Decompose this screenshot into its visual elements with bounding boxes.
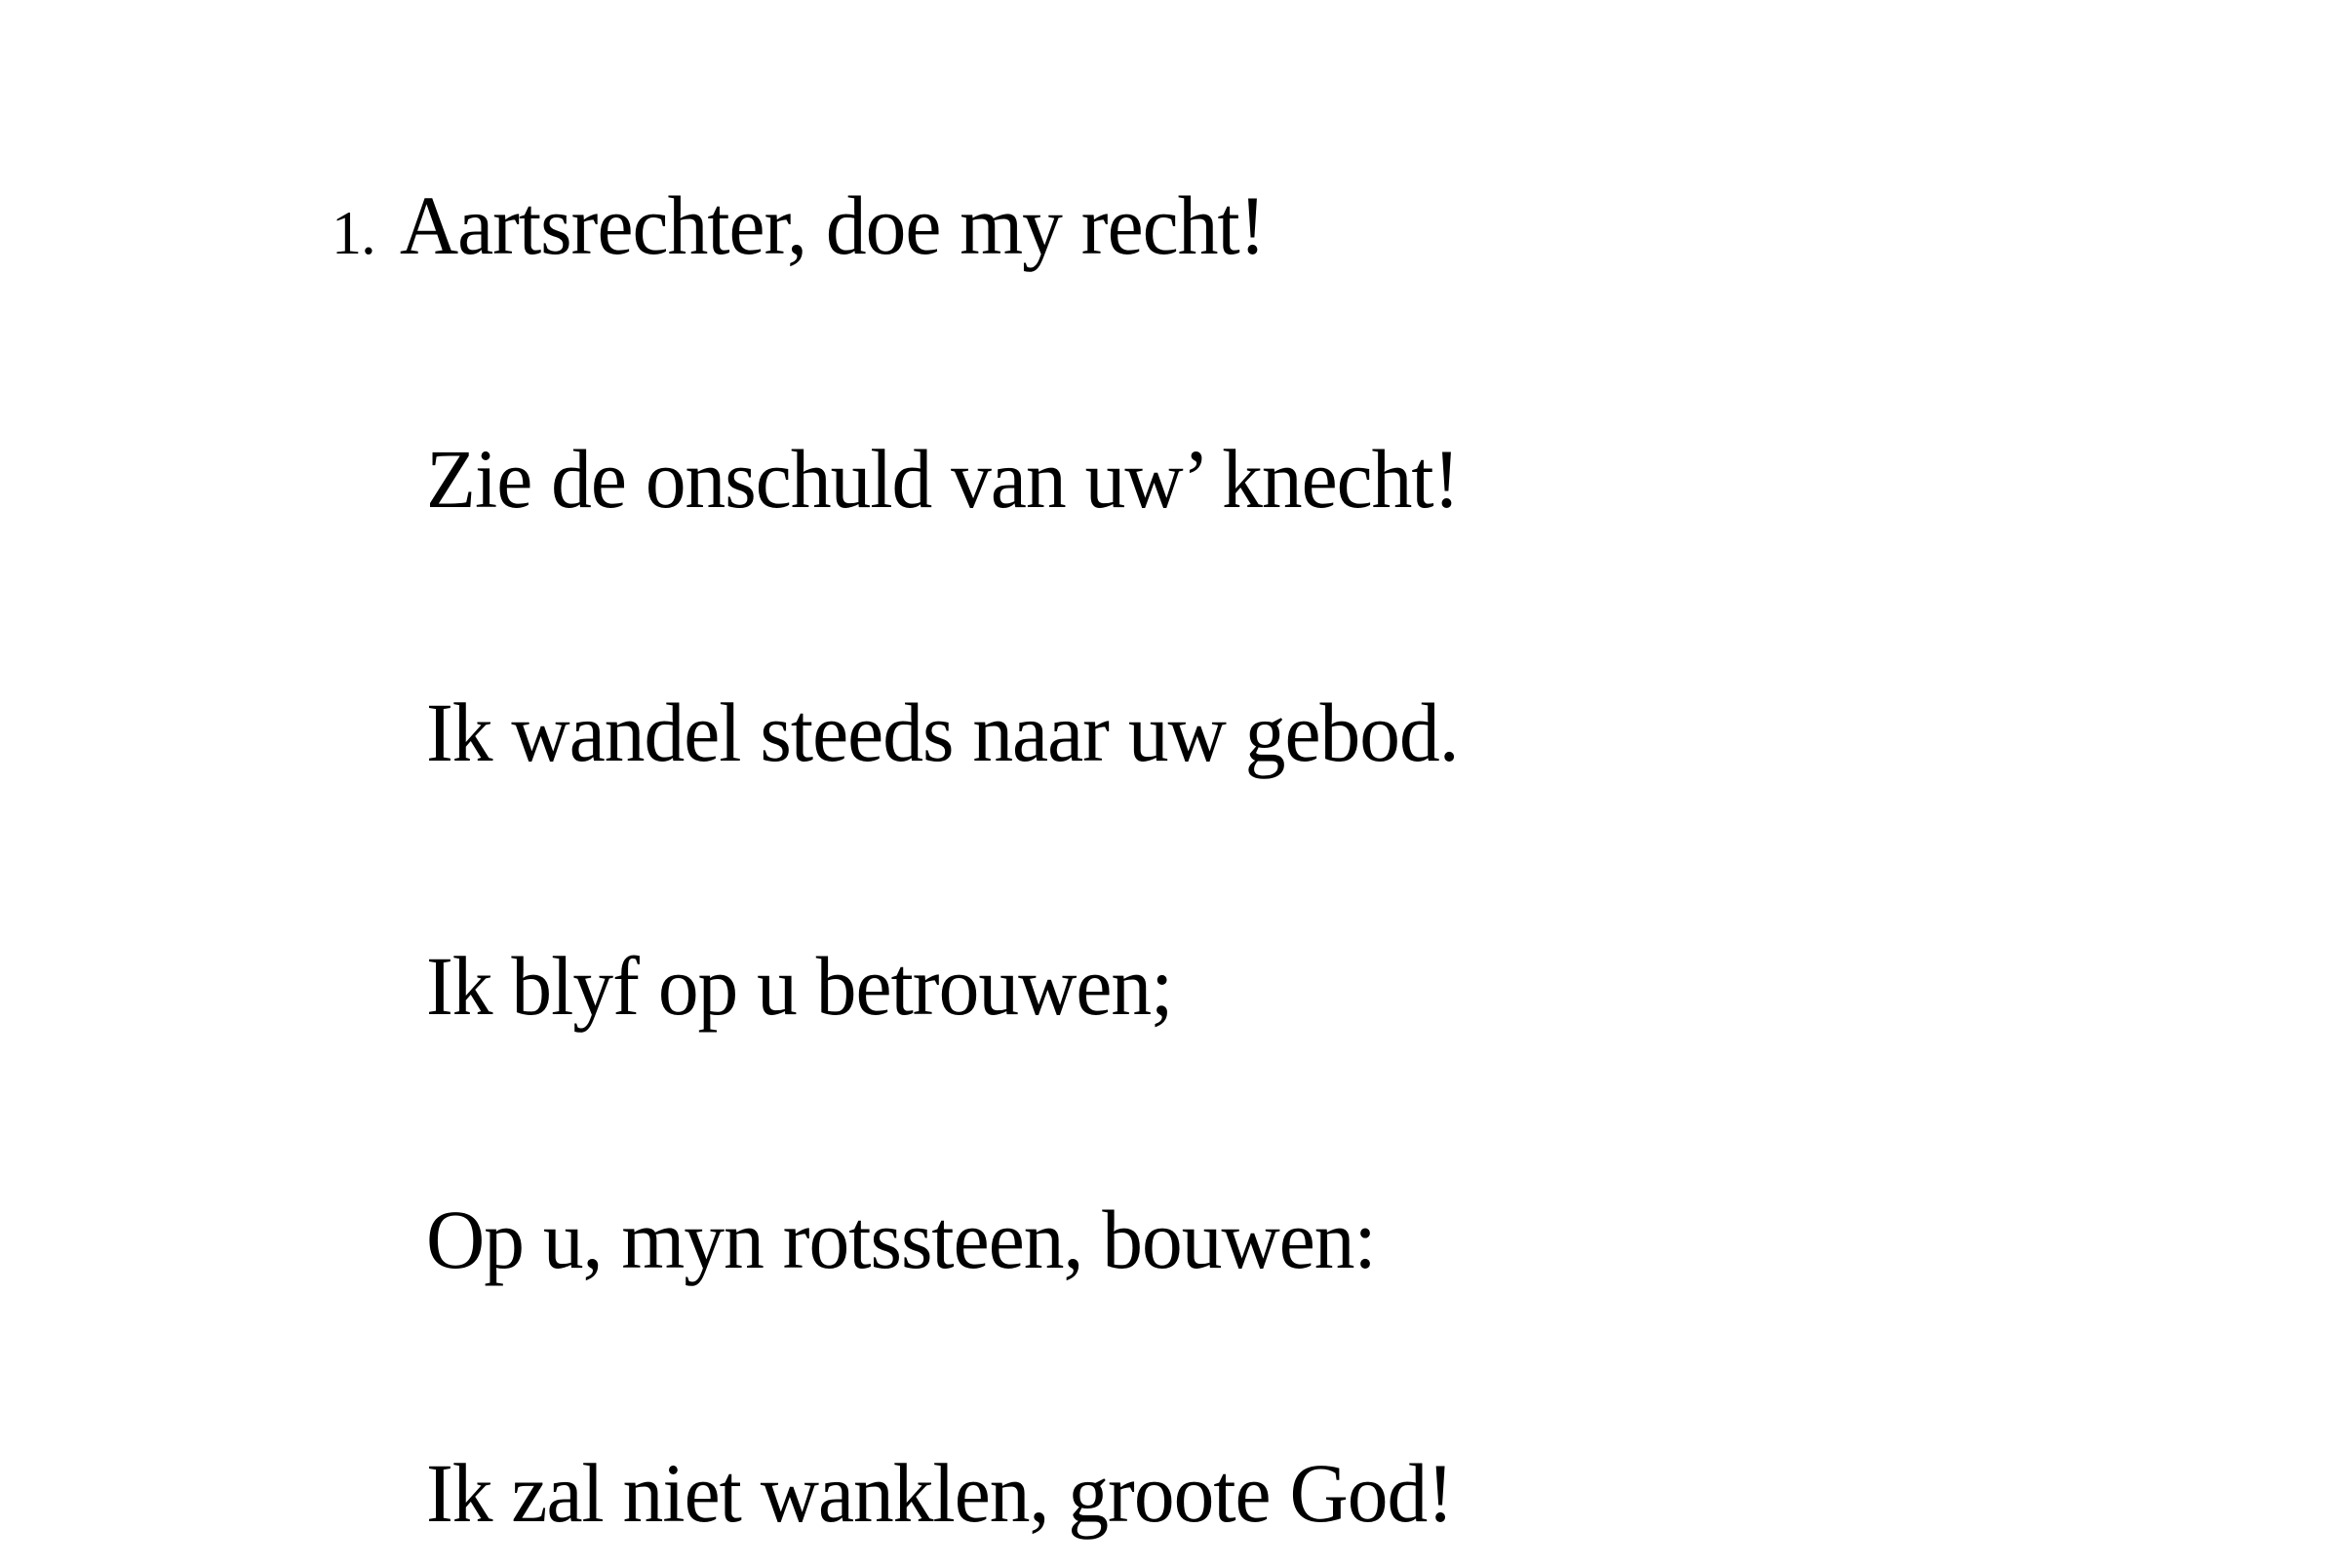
lyric-text-6: Ik zal niet wanklen, groote God! (426, 1446, 1454, 1540)
verse-number: 1. (332, 198, 375, 267)
lyric-line-6 (426, 1446, 1454, 1540)
lyric-text-2: Zie de onschuld van uw’ knecht! (426, 432, 1460, 526)
lyric-text-4: Ik blyf op u betrouwen; (426, 939, 1173, 1033)
lyric-line-4 (426, 939, 1173, 1033)
lyric-text-3: Ik wandel steeds naar uw gebod. (426, 686, 1459, 779)
lyric-line-5 (426, 1193, 1376, 1286)
lyric-text-5: Op u, myn rotssteen, bouwen: (426, 1193, 1376, 1286)
lyric-text-1: Aartsrechter, doe my recht! (399, 178, 1266, 272)
lyric-line-1 (332, 178, 1266, 272)
lyric-line-2 (426, 432, 1460, 526)
lyric-line-3 (426, 686, 1459, 779)
